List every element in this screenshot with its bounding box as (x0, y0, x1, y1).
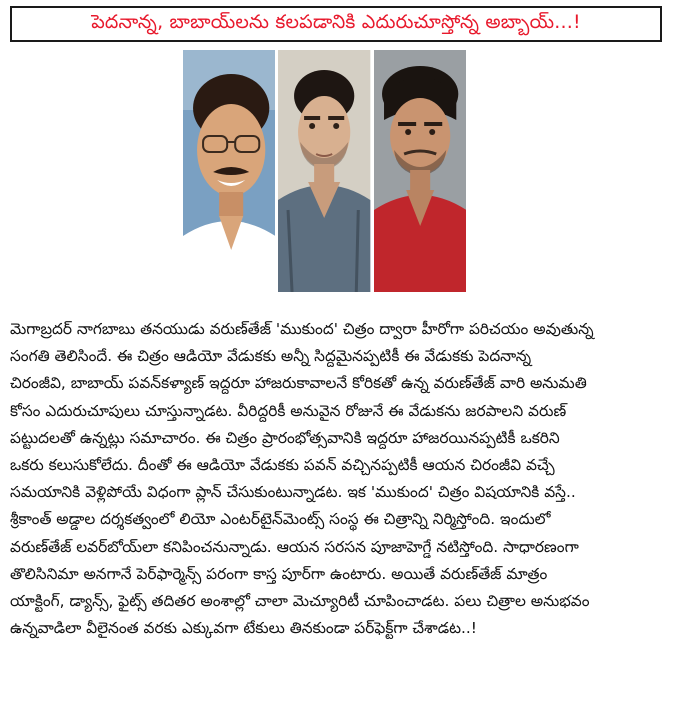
article-line: శ్రీకాంత్ అడ్డాల దర్శకత్వంలో లియో ఎంటర్‌టైన్‌మెంట్స్ సంస్థ ఈ చిత్రాన్ని నిర్మిస్తోంది. ఇందులో (10, 510, 551, 529)
portrait-right-image (374, 50, 466, 292)
article-line: యాక్టింగ్, డ్యాన్స్, ఫైట్స్ తదితర అంశాల్లో చాలా మెచ్యూరిటీ చూపించాడట. పలు చిత్రాల అనుభవం (10, 592, 590, 611)
article-line: సంగతి తెలిసిందే. ఈ చిత్రం ఆడియో వేడుకకు అన్నీ సిద్దమైనప్పటికీ ఈ వేడుకకు పెదనాన్న (10, 347, 532, 366)
article-line: ఒకరు కలుసుకోలేదు. దీంతో ఈ ఆడియో వేడుకకు పవన్ వచ్చినప్పటికీ ఆయన చిరంజీవి వచ్చే (10, 456, 555, 475)
portrait-left-image (183, 50, 275, 292)
headline: పెదనాన్న, బాబాయ్‌లను కలపడానికి ఎదురుచూస్తోన్న అబ్బాయ్...! (91, 10, 581, 33)
article-line: చిరంజీవి, బాబాయ్ పవన్‌కళ్యాణ్ ఇద్దరూ హాజరుకావాలనే కోరికతో ఉన్న వరుణ్‌తేజ్ వారి అనుమతి (10, 374, 587, 393)
article-line: కోసం ఎదురుచూపులు చూస్తున్నాడట. వీరిద్దరికీ అనువైన రోజునే ఈ వేడుకను జరపాలని వరుణ్ (10, 401, 567, 420)
photo-collage (183, 50, 466, 292)
photo-left-actor (183, 50, 275, 292)
article-line: మెగాబ్రదర్ నాగబాబు తనయుడు వరుణ్‌తేజ్ 'ముకుంద' చిత్రం ద్వారా హీరోగా పరిచయం అవుతున్న (10, 320, 594, 338)
article-body (10, 316, 668, 642)
article-line: తొలిసినిమా అనగానే పెర్‌ఫార్మెన్స్ పరంగా కాస్త పూర్‌గా ఉంటారు. అయితే వరుణ్‌తేజ్ మాత్రం (10, 564, 548, 583)
article-line: వరుణ్‌తేజ్ లవర్‌బోయ్‌లా కనిపించనున్నాడు. ఆయన సరసన పూజాహెగ్డే నటిస్తోంది. సాధారణంగా (10, 537, 579, 556)
article-line: ఉన్నవాడిలా వీలైనంత వరకు ఎక్కువగా టేకులు తినకుండా పర్‌ఫెక్ట్‌గా చేశాడట..! (10, 619, 477, 638)
article-line: సమయానికి వెళ్లిపోయే విధంగా ప్లాన్ చేసుకుంటున్నాడట. ఇక 'ముకుంద' చిత్రం విషయానికి వస్తే.. (10, 483, 576, 502)
article-line: పట్టుదలతో ఉన్నట్లు సమాచారం. ఈ చిత్రం ప్రారంభోత్సవానికి ఇద్దరూ హాజరయినప్పటికీ ఒకరిని (10, 428, 560, 447)
portrait-middle-image (278, 50, 370, 292)
photo-middle-actor (278, 50, 370, 292)
headline-box (10, 6, 662, 42)
photo-right-actor (374, 50, 466, 292)
